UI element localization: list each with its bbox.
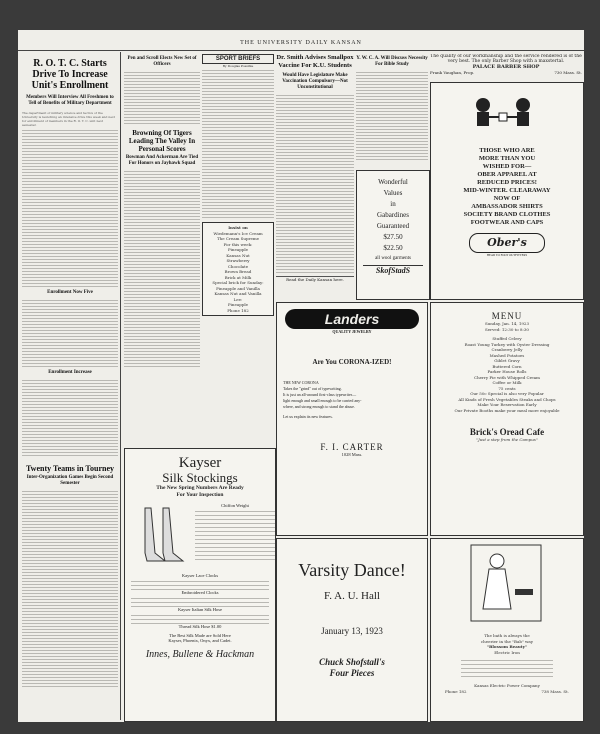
electric-footer (431, 689, 583, 695)
corona-line: Takes the "grind" out of typewriting. (283, 386, 342, 391)
insist-line: Pineapple (227, 247, 249, 252)
kayser-lace: Kayser Lace Clocks (181, 573, 219, 578)
subhead-bowman: Bowman And Ackerman Are Tied For Honors on Jayhawk Squad (125, 155, 199, 166)
menu-item: Coffee or Milk (492, 380, 522, 385)
newspaper-page (18, 30, 584, 722)
column-pen-scroll (124, 54, 200, 444)
body-text: The department of military science and tactics of the University is launching an intensive drive this week and next for enrollment of members in the R. O. T. C. unit next semester. (22, 111, 115, 127)
menu-ad (430, 302, 584, 536)
barber-ad (430, 54, 582, 80)
electric-line: "Blossom Beauty" (486, 644, 528, 649)
menu-item: Cranberry Jelly (491, 347, 523, 352)
kayser-embroidered: Embroidered Clocks (181, 590, 219, 595)
menu-item: Stuffed Celery (492, 336, 522, 341)
kayser-title: Kayser (178, 455, 222, 471)
insist-title: Insist on (228, 225, 248, 230)
gab-line: in (390, 200, 396, 208)
electric-line: cheerier in the "Bab" way (480, 638, 534, 644)
insist-line: Phone 182 (227, 307, 249, 313)
electric-line: Electric Iron (494, 649, 520, 655)
menu-item: Roast Young Turkey with Oyster Dressing (464, 341, 550, 347)
landers-tag: QUALITY JEWELRY (332, 329, 372, 334)
menu-item: Parker House Rolls (487, 369, 527, 374)
electric-company: Kansas Electric Power Company (474, 683, 540, 688)
ober-line: MID-WINTER. CLEARAWAY (463, 187, 551, 194)
menu-item: Make Your Reservation Early (477, 402, 537, 407)
kayser-title2: Silk Stockings (162, 470, 238, 485)
ice-cream-ad (202, 222, 274, 316)
ober-line: MORE THAN YOU (478, 155, 536, 162)
ober-line: OBER APPAREL AT (477, 171, 537, 178)
barber-prop: Frank Vaughan, Prop. (430, 70, 475, 75)
body-filler (22, 298, 118, 368)
headline-pen-scroll: Pen and Scroll Elects New Set of Officers (127, 56, 197, 67)
body-filler (356, 70, 428, 160)
electric-line: The bath is always the (484, 633, 530, 638)
body-filler (22, 128, 118, 288)
corona-line: Let us explain its new features. (283, 414, 333, 419)
gab-line: Guaranteed (376, 222, 410, 230)
body-filler (22, 489, 118, 689)
insist-line: For this week: (223, 241, 253, 247)
menu-date: Sunday, Jan. 14, 1923 (484, 321, 530, 326)
body-rotc (22, 111, 118, 458)
gab-line: Values (383, 189, 403, 197)
headline-tourney: Twenty Teams in Tourney (25, 464, 115, 473)
insist-line: Lee: (233, 296, 243, 302)
stocking-legs-icon (125, 503, 195, 573)
brick-cafe-tag: "Just a step from the Campus" (476, 437, 538, 442)
menu-title: MENU (491, 311, 523, 321)
insist-line: Kansas Nut (226, 252, 250, 258)
kayser-filler (195, 508, 275, 560)
menu-item: 75 cents (498, 385, 516, 391)
column-rule (120, 52, 121, 720)
sport-briefs-title: SPORT BRIEFS (202, 54, 274, 64)
kayser-best: The Best Silk Made are Sold Here (169, 633, 231, 638)
subhead-enrollment: Enrollment Now Five (47, 290, 93, 295)
ober-ad (430, 82, 584, 300)
insist-line: Pineapple and Vanilla (216, 285, 260, 291)
ober-line: FOOTWEAR AND CAPS (470, 219, 544, 226)
kayser-filler (131, 595, 269, 607)
ober-logo: Ober's (469, 233, 545, 253)
body-filler (202, 68, 274, 218)
dealer-addr: 1028 Mass. (341, 452, 363, 457)
subhead-increase: Enrollment Increase (48, 370, 92, 375)
headline-browning: Browning Of Tigers Leading The Valley In Personal Scores (128, 129, 196, 153)
varsity-band2: Four Pieces (329, 668, 375, 678)
kayser-body (125, 503, 275, 573)
column-smallpox (276, 54, 354, 324)
menu-item: All Kinds of Fresh Vegetables Steaks and Chops (458, 396, 556, 402)
read-kansan: Read the Daily Kansan here. (276, 276, 354, 282)
insist-line: Strawberry (226, 258, 250, 263)
ober-line: THOSE WHO ARE (479, 147, 535, 154)
ober-line: WISHED FOR— (482, 163, 532, 170)
varsity-date: January 13, 1923 (321, 626, 383, 636)
insist-line: Chocolate (227, 263, 249, 269)
ober-line: AMBASSADOR SHIRTS (471, 203, 543, 210)
barber-footer (430, 70, 582, 75)
ober-line: NOW OF (493, 195, 521, 202)
gab-price: $27.50 (383, 233, 403, 241)
corona-line: light enough and small enough to be carried any- (283, 398, 362, 403)
header-rule (18, 50, 584, 51)
subhead-rotc: Members Will Interview All Freshmen to Tell of Benefits of Military Department (26, 95, 114, 106)
insist-line: Special brick for Sunday: (212, 280, 264, 285)
barber-name: PALACE BARBER SHOP (472, 64, 540, 70)
column-ywca (356, 54, 428, 164)
kayser-chiffon: Chiffon Weight (221, 503, 249, 508)
skofstads-logo: SkofStadS (363, 265, 423, 275)
electric-addr: 738 Mass. St. (541, 688, 569, 694)
menu-item: Cherry Pie with Whipped Cream (474, 374, 540, 380)
innes-signature: Innes, Bullene & Hackman (145, 649, 255, 660)
insist-line: The Cream Supreme (217, 236, 259, 241)
menu-served: Served: 12:30 to 8:30 (485, 326, 529, 332)
body-filler (124, 169, 200, 369)
lander-corona-ad (276, 302, 428, 536)
subhead-vaccination: Would Have Legislature Make Vaccination Compulsory—Not Unconstitutional (282, 73, 348, 90)
ober-line: SOCIETY BRAND CLOTHES (463, 211, 551, 218)
headline-rotc: R. O. T. C. Starts Drive To Increase Unit's Enrollment (31, 58, 109, 91)
corona-question: Are You CORONA-IZED! (312, 358, 392, 366)
corona-head: THE NEW CORONA (283, 380, 319, 385)
insist-line: Wiedemann's Ice Cream (213, 230, 263, 236)
insist-line: Pineapple (227, 302, 249, 307)
cartoon-figures-icon (431, 83, 583, 143)
body-filler (22, 378, 118, 458)
menu-item: Our Private Booths make your meal more enjoyable (454, 407, 560, 413)
brick-cafe-name: Brick's Oread Cafe (469, 427, 545, 437)
insist-line: Kansas Nut and Vanilla (214, 291, 262, 296)
body-filler (124, 70, 200, 125)
kayser-sub1: The New Spring Numbers Are Ready (156, 485, 244, 491)
column-rotc (22, 54, 118, 720)
landers-logo: Landers (285, 309, 419, 329)
sport-byline: By Douglas Possible (222, 64, 254, 68)
kayser-ad (124, 448, 276, 722)
gab-line: all wool garments (375, 256, 411, 261)
kayser-sub2: For Your Inspection (176, 492, 224, 498)
varsity-dance-ad (276, 538, 428, 722)
electric-filler (461, 657, 553, 677)
kayser-brands: Kayser, Phoenix, Onyx, and Cadet. (168, 638, 232, 643)
column-sport (202, 54, 274, 444)
headline-smallpox: Dr. Smith Advises Smallpox Vaccine For K.U. Students (276, 54, 354, 69)
electric-phone: Phone 182 (445, 688, 467, 694)
electric-ad (430, 538, 584, 722)
varsity-hall: F. A. U. Hall (324, 590, 380, 602)
menu-item: Buttered Corn (492, 363, 522, 369)
corona-line: where, and strong enough to stand the abuse. (283, 404, 355, 409)
page-header: THE UNIVERSITY DAILY KANSAN (240, 40, 362, 46)
kayser-thread: Thread Silk Hose $1.00 (178, 624, 222, 629)
kayser-filler (131, 578, 269, 590)
dealer-name: F. I. CARTER (320, 442, 384, 452)
varsity-band: Chuck Shofstall's (319, 657, 385, 667)
gab-line: Gabardines (377, 211, 409, 219)
gab-price: $22.50 (383, 244, 403, 252)
ober-line: REDUCED PRICES! (477, 179, 537, 186)
kayser-filler (131, 612, 269, 624)
body-filler (276, 93, 354, 273)
barber-addr: 730 Mass. St. (554, 70, 582, 75)
headline-ywca: Y. W. C. A. Will Discuss Necessity For Bible Study (356, 56, 428, 67)
insist-line: Brown Bread (224, 269, 252, 274)
gab-line: Wonderful (378, 178, 408, 186)
gabardine-ad (356, 170, 430, 300)
menu-item: Giblet Gravy (494, 358, 520, 363)
insist-line: Brick at Milk (224, 274, 252, 280)
menu-item: Mashed Potatoes (489, 352, 525, 358)
subhead-tourney: Inter-Organization Games Begin Second Semester (26, 475, 114, 486)
corona-line: It is just an all-around first-class typewriter— (283, 392, 357, 397)
kayser-italian: Kayser Italian Silk Hose (177, 607, 223, 612)
barber-text: The quality of our workmanship and the service rendered is of the very best. The only Barber Shop with a maxstertal. (430, 54, 582, 64)
varsity-title: Varsity Dance! (298, 560, 406, 580)
woman-ironing-icon (431, 539, 583, 629)
menu-item: Our 50c Special is also very Popular (470, 391, 544, 396)
ober-tag: HEAD TO FOOT OUTFITTERS (486, 253, 528, 257)
